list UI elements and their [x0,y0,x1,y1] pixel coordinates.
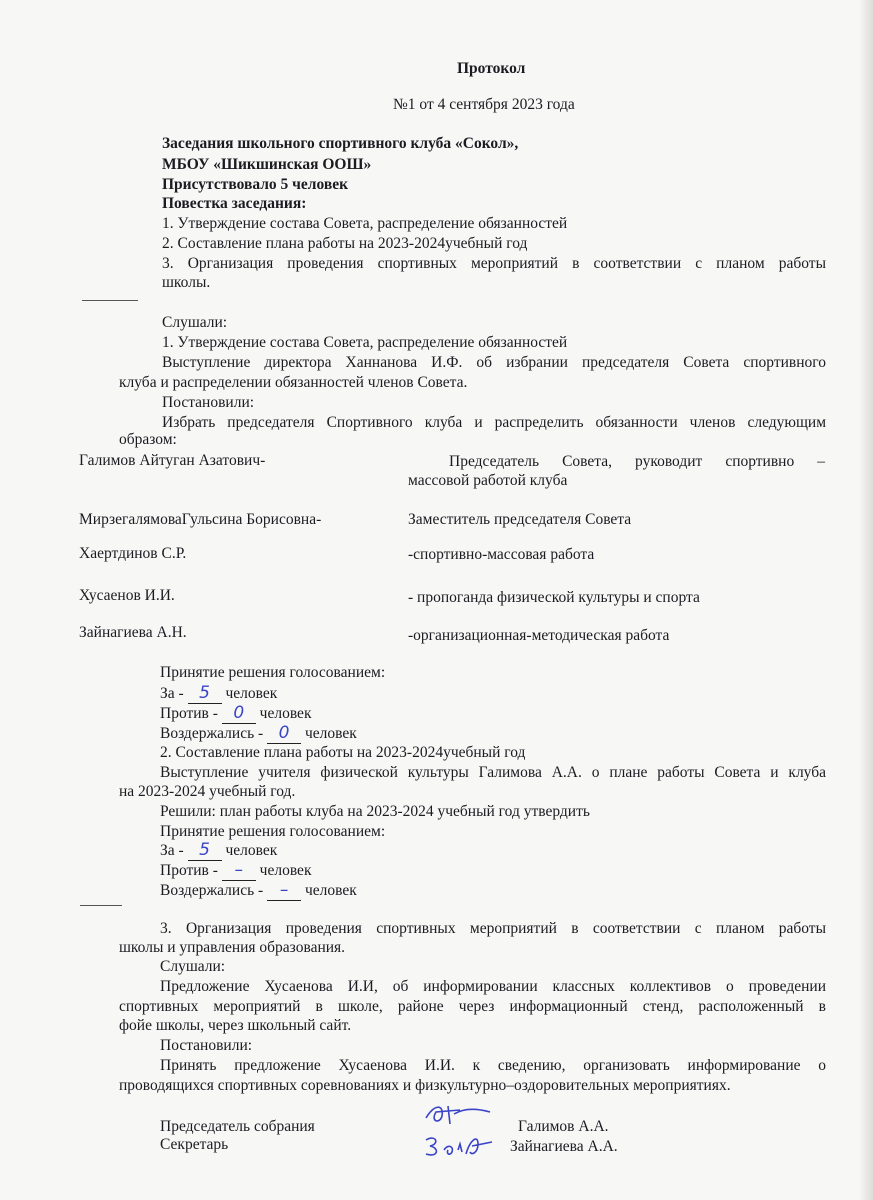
resolved-label-1: Постановили: [162,394,255,411]
heard-label-1: Слушали: [162,314,228,331]
people-word: человек [259,705,312,722]
member-name-4: Хусаенов И.И. [79,587,175,604]
heard-label-3: Слушали: [160,958,226,975]
item2-speech-line2: на 2023-2024 учебный год. [119,783,296,800]
secretary-name: Зайнагиева А.А. [510,1138,618,1155]
item3-decision-line2: проводящихся спортивных соревнованиях и физкультурно–оздоровительных мероприятиях. [119,1077,731,1094]
item1-topic: 1. Утверждение состава Совета, распределение обязанностей [162,334,568,351]
vote-heading-2: Принятие решения голосованием: [160,823,386,840]
meeting-title-line2: МБОУ «Шикшинская ООШ» [162,156,372,173]
chair-label: Председатель собрания [160,1118,315,1135]
agenda-item-3: 3. Организация проведения спортивных мероприятий в соответствии с планом работы [162,255,826,272]
vote-against-value: 0 [222,705,256,724]
item2-topic: 2. Составление плана работы на 2023-2024учебный год [160,744,526,761]
item1-speech-line2: клуба и распределении обязанностей членов Совета. [119,374,468,391]
vote-for-label: За - [160,685,184,702]
item1-decision-line1: Избрать председателя Спортивного клуба и распределить обязанности членов следующим [162,414,826,431]
chair-signature [420,1098,498,1132]
item2-decided: Решили: план работы клуба на 2023-2024 учебный год утвердить [160,803,590,820]
vote-heading-1: Принятие решения голосованием: [160,664,386,681]
vote-against-label: Против - [160,862,218,879]
agenda-heading: Повестка заседания: [162,195,307,212]
vote-for-value: 5 [188,842,222,861]
item3-topic-line1: 3. Организация проведения спортивных мероприятий в соответствии с планом работы [160,920,826,937]
item1-decision-line2: образом: [119,431,177,448]
vote-against-value: – [222,862,256,881]
attendance: Присутствовало 5 человек [162,176,349,193]
vote-abstain-label: Воздержались - [160,725,264,742]
item1-speech-line1: Выступление директора Ханнанова И.Ф. об избрании председателя Совета спортивного [162,354,826,371]
vote-against-2 [160,861,311,881]
vote-against-label: Против - [160,705,218,722]
secretary-signature [420,1130,500,1164]
people-word: человек [225,842,278,859]
agenda-item-3-cont: школы. [162,274,211,291]
margin-dash [80,905,122,906]
margin-dash [82,300,138,301]
vote-for-label: За - [160,842,184,859]
member-role-1-cont: массовой работой клуба [408,472,568,489]
member-name-1: Галимов Айтуган Азатович- [79,452,266,469]
document-title: Протокол [457,60,526,77]
item3-topic-line2: школы и управления образования. [119,939,346,956]
vote-for-2 [160,841,277,861]
resolved-label-3: Постановили: [160,1037,253,1054]
member-name-5: Зайнагиева А.Н. [79,624,187,641]
people-word: человек [304,882,357,899]
chair-name: Галимов А.А. [518,1118,609,1135]
agenda-item-1: 1. Утверждение состава Совета, распределение обязанностей [162,215,568,232]
member-name-3: Хаертдинов С.Р. [79,545,187,562]
member-role-3: -спортивно-массовая работа [408,546,595,563]
item3-proposal-line1: Предложение Хусаенова И.И, об информировании классных коллективов о проведении [160,978,826,995]
agenda-item-2: 2. Составление плана работы на 2023-2024учебный год [162,235,528,252]
member-role-4: - пропоганда физической культуры и спорта [408,589,700,606]
people-word: человек [304,725,357,742]
vote-for-value: 5 [188,685,222,704]
item3-proposal-line3: фойе школы, через школьный сайт. [119,1017,352,1034]
item2-speech-line1: Выступление учителя физической культуры Галимова А.А. о плане работы Совета и клуба [160,764,826,781]
member-role-5: -организационная-методическая работа [408,627,670,644]
vote-abstain-value: 0 [267,725,301,744]
member-name-2: МирзегалямоваГульсина Борисовна- [79,511,322,528]
secretary-label: Секретарь [160,1136,229,1153]
people-word: человек [225,685,278,702]
vote-against-1 [160,704,311,724]
vote-abstain-1 [160,724,357,744]
scan-edge [859,0,873,1200]
vote-for-1 [160,684,277,704]
member-role-2: Заместитель председателя Совета [408,511,632,528]
item3-decision-line1: Принять предложение Хусаенова И.И. к сведению, организовать информирование о [160,1057,826,1074]
people-word: человек [259,862,312,879]
member-role-1: Председатель Совета, руководит спортивно – [449,453,825,470]
vote-abstain-value: – [267,882,301,901]
vote-abstain-label: Воздержались - [160,882,264,899]
vote-abstain-2 [160,881,357,901]
protocol-number-date: №1 от 4 сентября 2023 года [393,96,575,113]
item3-proposal-line2: спортивных мероприятий в школе, районе через информационный стенд, расположенный в [119,998,826,1015]
meeting-title-line1: Заседания школьного спортивного клуба «Сокол», [162,135,519,152]
